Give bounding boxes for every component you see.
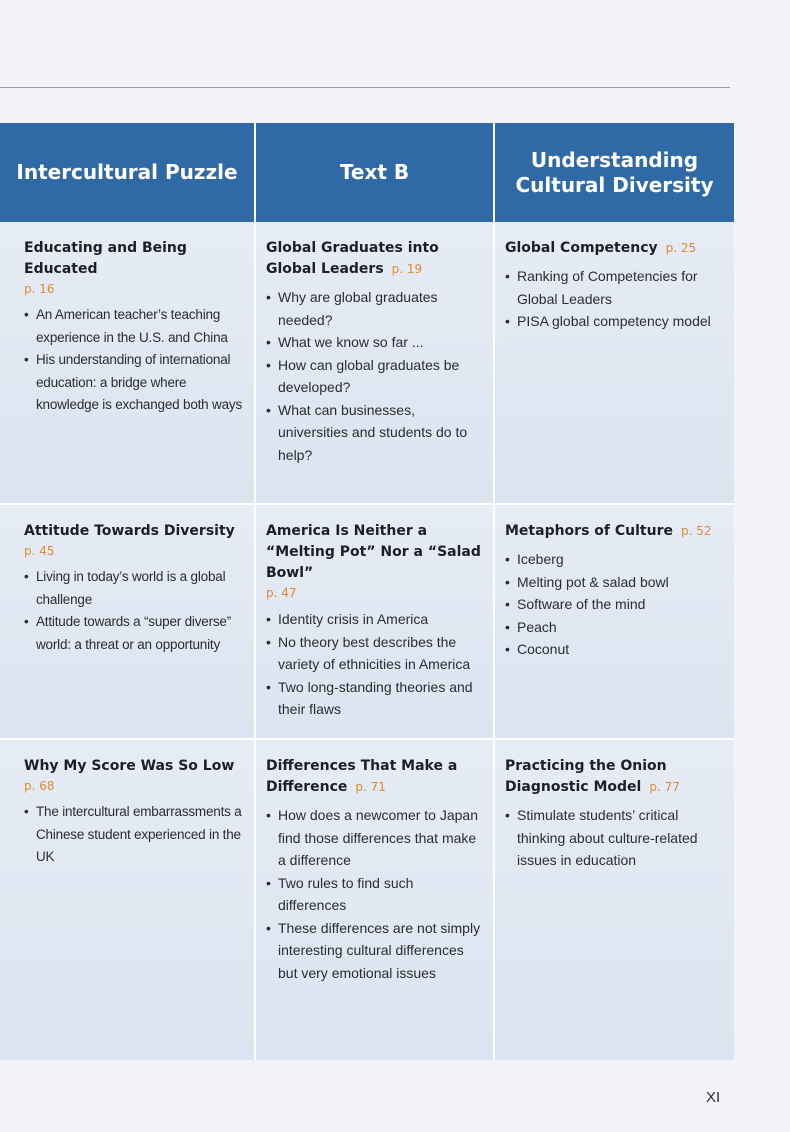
section-title: Global Graduates into Global Leaders p. 19 — [266, 240, 439, 277]
bullet-list — [266, 286, 485, 466]
bullet-list — [266, 608, 485, 721]
cell-r1-c2 — [256, 222, 493, 503]
cell-r2-c1 — [0, 503, 254, 738]
header-text-b: Text B — [256, 123, 493, 222]
bullet-list — [505, 548, 726, 661]
page-ref: p. 52 — [680, 524, 712, 538]
list-item: • Coconut — [505, 638, 726, 661]
list-item: • Living in today’s world is a global challenge — [24, 566, 246, 611]
list-item: • Software of the mind — [505, 593, 726, 616]
list-item: • Ranking of Competencies for Global Leaders — [505, 265, 726, 310]
list-item: • These differences are not simply interesting cultural differences but very emotional issues — [266, 917, 485, 985]
contents-table — [0, 123, 732, 1060]
page-ref: p. 25 — [665, 241, 697, 255]
list-item: • Attitude towards a “super diverse” world: a threat or an opportunity — [24, 611, 246, 656]
bullet-list — [24, 801, 246, 869]
list-item: • No theory best describes the variety of ethnicities in America — [266, 631, 485, 676]
section-title: Differences That Make a Difference p. 71 — [266, 758, 458, 795]
section-title: Educating and Being Educated — [24, 240, 187, 277]
page-ref: p. 45 — [24, 544, 55, 558]
list-item: • Identity crisis in America — [266, 608, 485, 631]
page-ref: p. 16 — [24, 282, 55, 296]
page-ref: p. 19 — [391, 262, 423, 276]
list-item: • How can global graduates be developed? — [266, 354, 485, 399]
list-item: • Iceberg — [505, 548, 726, 571]
cell-r3-c3 — [495, 738, 734, 1060]
cell-r3-c2 — [256, 738, 493, 1060]
page-ref: p. 77 — [649, 780, 680, 794]
list-item: • What we know so far ... — [266, 331, 485, 354]
list-item: • The intercultural embarrassments a Chinese student experienced in the UK — [24, 801, 246, 869]
bullet-list — [505, 265, 726, 333]
bullet-list — [24, 304, 246, 417]
page-ref: p. 68 — [24, 779, 55, 793]
section-title: America Is Neither a “Melting Pot” Nor a “Salad Bowl” — [266, 523, 481, 581]
list-item: • Peach — [505, 616, 726, 639]
list-item: • His understanding of international education: a bridge where knowledge is exchanged both ways — [24, 349, 246, 417]
list-item: • Stimulate students’ critical thinking about culture-related issues in education — [505, 804, 726, 872]
list-item: • An American teacher’s teaching experience in the U.S. and China — [24, 304, 246, 349]
bullet-list — [266, 804, 485, 984]
page-ref: p. 71 — [355, 780, 386, 794]
list-item: • Melting pot & salad bowl — [505, 571, 726, 594]
list-item: • What can businesses, universities and students do to help? — [266, 399, 485, 467]
cell-r1-c3 — [495, 222, 734, 503]
top-rule — [0, 87, 730, 88]
section-title: Practicing the Onion Diagnostic Model p. 77 — [505, 758, 680, 795]
section-title: Metaphors of Culture p. 52 — [505, 523, 712, 539]
bullet-list — [24, 566, 246, 656]
page-ref: p. 47 — [266, 586, 297, 600]
cell-r2-c2 — [256, 503, 493, 738]
header-intercultural-puzzle: Intercultural Puzzle — [0, 123, 254, 222]
list-item: • Why are global graduates needed? — [266, 286, 485, 331]
page-number: XI — [706, 1089, 721, 1106]
list-item: • Two rules to find such differences — [266, 872, 485, 917]
list-item: • How does a newcomer to Japan find those differences that make a difference — [266, 804, 485, 872]
cell-r1-c1 — [0, 222, 254, 503]
section-title: Attitude Towards Diversity — [24, 523, 235, 539]
list-item: • Two long-standing theories and their flaws — [266, 676, 485, 721]
bullet-list — [505, 804, 726, 872]
header-understanding-cultural-diversity: Understanding Cultural Diversity — [495, 123, 734, 222]
list-item: • PISA global competency model — [505, 310, 726, 333]
cell-r3-c1 — [0, 738, 254, 1060]
section-title: Global Competency p. 25 — [505, 240, 697, 256]
section-title: Why My Score Was So Low — [24, 758, 235, 774]
cell-r2-c3 — [495, 503, 734, 738]
